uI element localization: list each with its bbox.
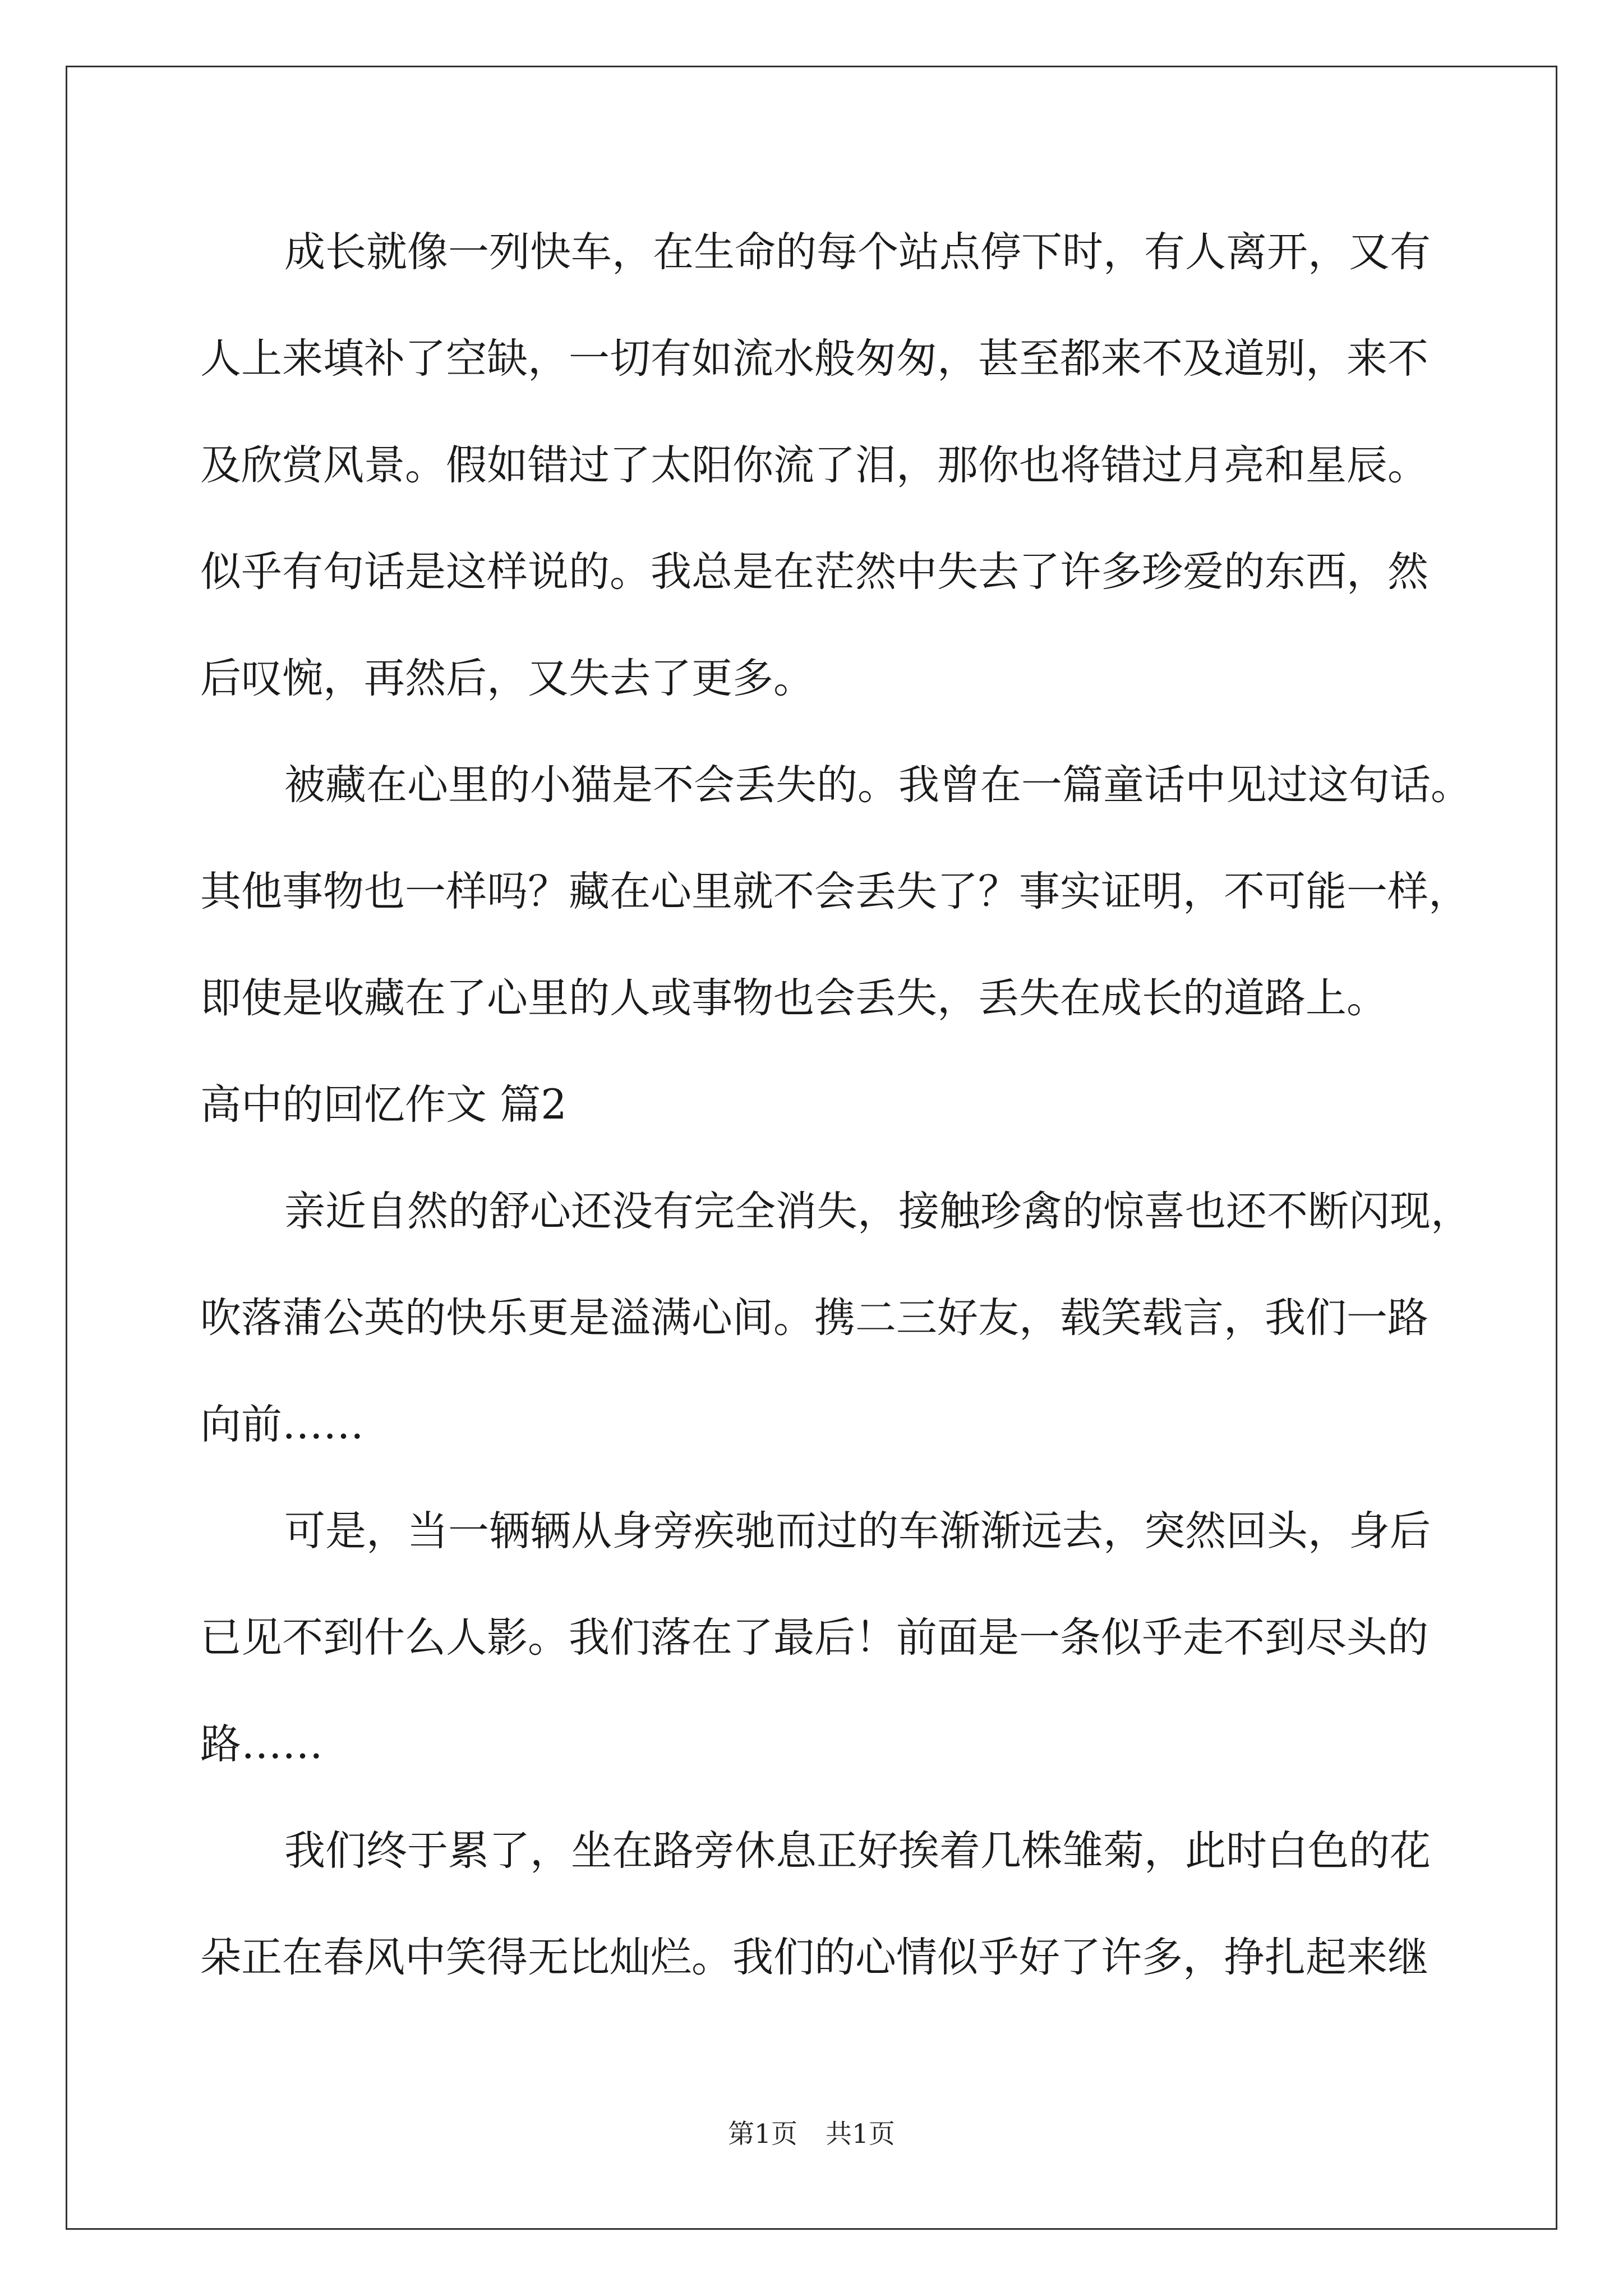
text-line-12: 向前…… [200,1401,364,1448]
text-line-2: 人上来填补了空缺，一切有如流水般匆匆，甚至都来不及道别，来不 [200,335,1428,383]
section-heading: 高中的回忆作文 篇2 [200,1081,567,1129]
document-body [200,213,1484,2025]
text-line-5: 后叹惋，再然后，又失去了更多。 [200,655,814,702]
text-line-13: 可是，当一辆辆从身旁疾驰而过的车渐渐远去，突然回头，身后 [284,1507,1431,1555]
text-line-3: 及欣赏风景。假如错过了太阳你流了泪，那你也将错过月亮和星辰。 [200,441,1428,489]
text-line-1: 成长就像一列快车，在生命的每个站点停下时，有人离开，又有 [284,228,1431,276]
text-line-17: 朵正在春风中笑得无比灿烂。我们的心情似乎好了许多，挣扎起来继 [200,1934,1428,1981]
text-line-10: 亲近自然的舒心还没有完全消失，接触珍禽的惊喜也还不断闪现， [284,1188,1472,1235]
page-number-total: 共1页 [826,2119,895,2150]
text-line-7: 其他事物也一样吗？藏在心里就不会丢失了？事实证明，不可能一样， [200,868,1469,915]
page-footer [0,2118,1623,2151]
text-line-6: 被藏在心里的小猫是不会丢失的。我曾在一篇童话中见过这句话。 [284,761,1472,809]
text-line-16: 我们终于累了，坐在路旁休息正好挨着几株雏菊，此时白色的花 [284,1827,1431,1875]
text-line-15: 路…… [200,1720,323,1768]
page-number-current: 第1页 [728,2119,797,2150]
text-line-11: 吹落蒲公英的快乐更是溢满心间。携二三好友，载笑载言，我们一路 [200,1294,1428,1342]
text-line-4: 似乎有句话是这样说的。我总是在茫然中失去了许多珍爱的东西，然 [200,548,1428,596]
text-line-8: 即使是收藏在了心里的人或事物也会丢失，丢失在成长的道路上。 [200,974,1387,1022]
text-line-14: 已见不到什么人影。我们落在了最后！前面是一条似乎走不到尽头的 [200,1614,1428,1662]
